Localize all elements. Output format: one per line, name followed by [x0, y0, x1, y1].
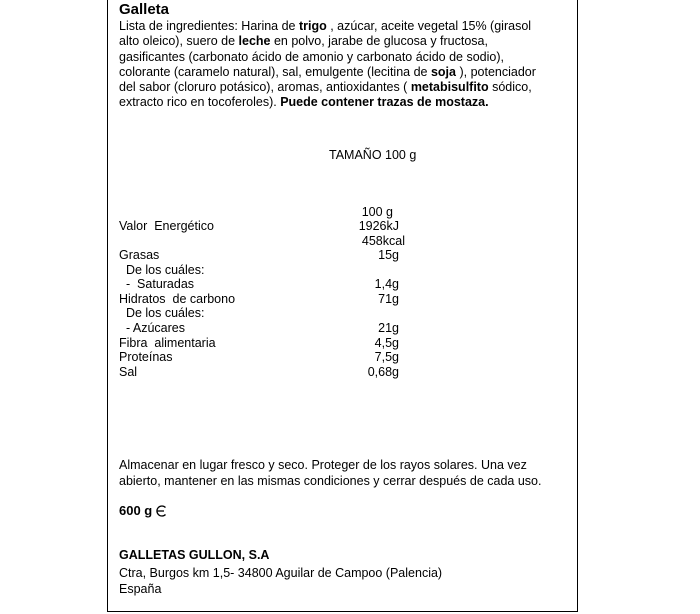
nutrition-size-header: TAMAÑO 100 g: [329, 148, 417, 162]
nutrition-row: [119, 219, 399, 234]
storage-instructions: Almacenar en lugar fresco y seco. Proteger de los rayos solares. Una vez abierto, mantener en las mismas condiciones y cerrar después de cada uso.: [119, 458, 542, 488]
company-address: [119, 565, 442, 597]
nutrition-row: [119, 277, 399, 292]
nutrition-column-header: [119, 205, 399, 220]
net-weight-value: 600 g: [119, 503, 153, 518]
nutrient-name: Hidratos de carbono: [119, 292, 236, 306]
nutrition-row: [119, 263, 399, 278]
address-line-2: España: [119, 582, 162, 596]
allergen-highlight: metabisulfito: [410, 80, 489, 95]
product-title: Galleta: [119, 1, 170, 18]
ingredients-text: sódico, extracto rico en tocoferoles).: [119, 80, 532, 110]
nutrient-value: 0,68g: [367, 365, 399, 379]
ingredients-text: Lista de ingredientes: Harina de: [119, 19, 299, 33]
nutrition-row: [119, 292, 399, 307]
nutrient-name: Fibra alimentaria: [119, 336, 216, 350]
nutrition-row: [119, 248, 399, 263]
ingredients-text: ), potenciador del sabor (cloruro potásico), aromas, antioxidantes (: [119, 64, 536, 95]
nutrient-value: 71g: [378, 292, 399, 306]
nutrient-value: 15g: [378, 248, 399, 262]
nutrition-row: [119, 365, 399, 380]
nutrition-row: [119, 350, 399, 365]
ingredients-text: , azúcar, aceite vegetal 15% (girasol alto oleico), suero de: [119, 19, 532, 49]
ingredients-text: en polvo, jarabe de glucosa y fructosa, gasificantes (carbonato ácido de amonio y carbonato ácido de sodio), colorante (caramelo natural), sal, emulgente (lecitina de: [119, 34, 504, 79]
nutrient-value: 458kcal: [361, 234, 405, 248]
net-weight: [119, 503, 168, 518]
nutrient-name: Sal: [119, 365, 138, 379]
nutrient-value: 1926kJ: [358, 219, 399, 233]
nutrient-name: De los cuáles:: [119, 263, 205, 277]
nutrient-name: Valor Energético: [119, 219, 214, 233]
allergen-highlight: trigo: [298, 19, 327, 33]
nutrition-row: [119, 306, 399, 321]
ingredients-list: [119, 19, 549, 111]
address-line-1: Ctra, Burgos km 1,5- 34800 Aguilar de Campoo (Palencia): [119, 566, 443, 580]
nutrient-name: Grasas: [119, 248, 160, 262]
nutrient-name: - Saturadas: [119, 277, 195, 291]
nutrient-value: 7,5g: [374, 350, 399, 364]
nutrient-name: - Azúcares: [119, 321, 185, 335]
allergen-highlight: Puede contener trazas de mostaza.: [280, 95, 489, 110]
nutrition-column-header-label: 100 g: [361, 205, 393, 219]
allergen-highlight: leche: [238, 34, 271, 49]
nutrient-name: Proteínas: [119, 350, 173, 364]
nutrient-value: 1,4g: [374, 277, 399, 291]
nutrition-row: [119, 321, 399, 336]
nutrient-value: 4,5g: [374, 336, 399, 350]
company-name: GALLETAS GULLON, S.A: [119, 548, 270, 562]
nutrient-name: De los cuáles:: [119, 306, 205, 320]
estimated-sign-icon: [154, 504, 168, 518]
nutrient-value: 21g: [378, 321, 399, 335]
nutrition-row: [119, 234, 405, 249]
nutrition-row: [119, 336, 399, 351]
allergen-highlight: soja: [430, 64, 456, 79]
